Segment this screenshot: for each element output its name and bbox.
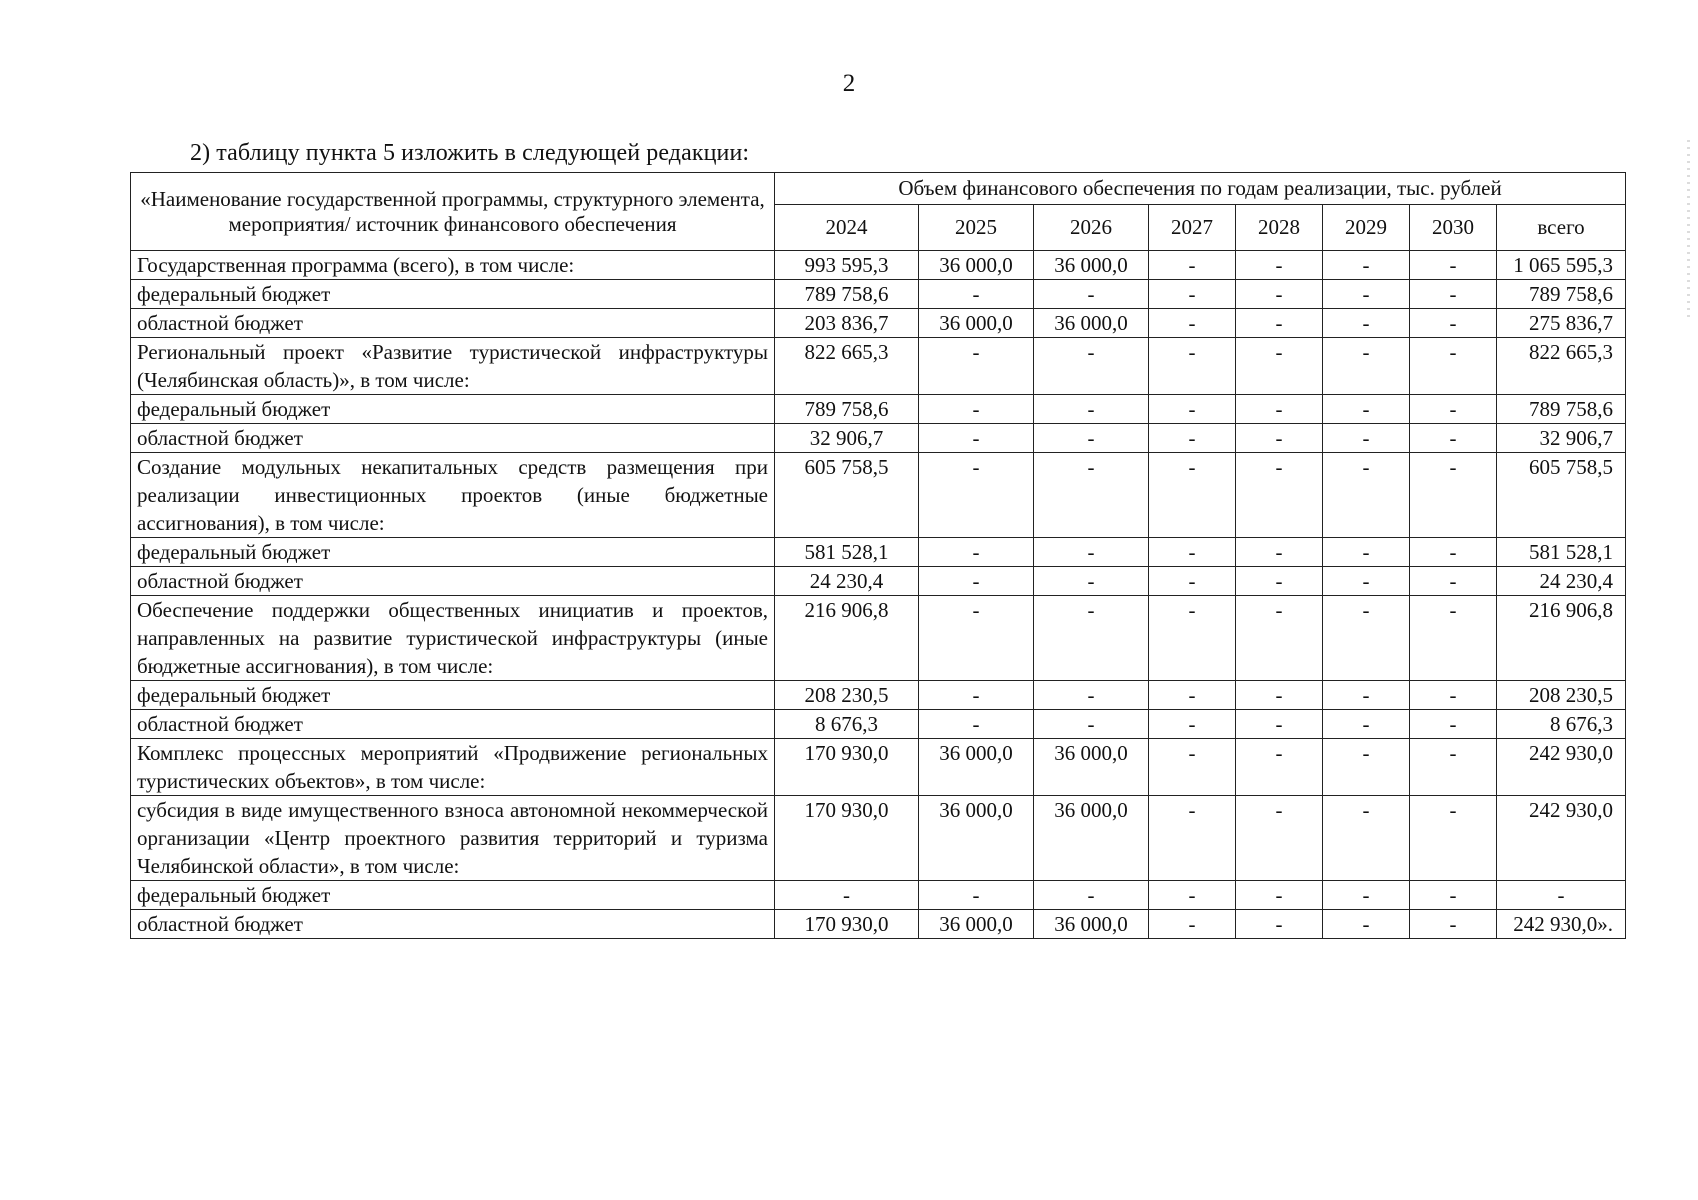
value-cell: - (1323, 596, 1410, 681)
row-name: областной бюджет (131, 424, 775, 453)
value-cell: - (1149, 681, 1236, 710)
value-cell: - (1236, 538, 1323, 567)
value-cell: - (1323, 567, 1410, 596)
value-cell: - (1236, 280, 1323, 309)
value-cell: - (1410, 424, 1497, 453)
value-cell: - (1034, 424, 1149, 453)
table-row (131, 395, 1626, 424)
value-cell: - (1323, 424, 1410, 453)
value-cell: - (1149, 739, 1236, 796)
table-row (131, 538, 1626, 567)
value-cell: - (1236, 251, 1323, 280)
value-cell: - (919, 596, 1034, 681)
value-cell: - (1410, 395, 1497, 424)
total-cell: 789 758,6 (1497, 395, 1626, 424)
value-cell: 8 676,3 (775, 710, 919, 739)
table-row (131, 567, 1626, 596)
value-cell: - (919, 710, 1034, 739)
table-row (131, 881, 1626, 910)
value-cell: - (919, 280, 1034, 309)
year-header: 2029 (1323, 205, 1410, 251)
value-cell: - (1034, 338, 1149, 395)
value-cell: - (919, 338, 1034, 395)
funding-group-header: Объем финансового обеспечения по годам реализации, тыс. рублей (775, 173, 1626, 205)
value-cell: - (1034, 567, 1149, 596)
total-cell: 242 930,0 (1497, 739, 1626, 796)
value-cell: 36 000,0 (1034, 796, 1149, 881)
row-name: Обеспечение поддержки общественных инициатив и проектов, направленных на развитие туристической инфраструктуры (иные бюджетные ассигнования), в том числе: (131, 596, 775, 681)
value-cell: - (919, 453, 1034, 538)
total-cell: 581 528,1 (1497, 538, 1626, 567)
financing-table (130, 172, 1626, 939)
table-row (131, 424, 1626, 453)
value-cell: - (1323, 453, 1410, 538)
value-cell: - (775, 881, 919, 910)
value-cell: - (1236, 910, 1323, 939)
intro-paragraph: 2) таблицу пункта 5 изложить в следующей редакции: (190, 140, 750, 166)
value-cell: - (919, 567, 1034, 596)
row-name: областной бюджет (131, 910, 775, 939)
value-cell: - (1149, 596, 1236, 681)
value-cell: - (1410, 710, 1497, 739)
name-column-header: «Наименование государственной программы, структурного элемента, мероприятия/ источник финансового обеспечения (131, 173, 775, 251)
value-cell: - (1410, 453, 1497, 538)
value-cell: - (1323, 395, 1410, 424)
value-cell: - (919, 681, 1034, 710)
value-cell: - (1236, 338, 1323, 395)
value-cell: 32 906,7 (775, 424, 919, 453)
value-cell: - (919, 881, 1034, 910)
value-cell: - (1034, 596, 1149, 681)
value-cell: 216 906,8 (775, 596, 919, 681)
table-row (131, 710, 1626, 739)
total-cell: 789 758,6 (1497, 280, 1626, 309)
total-cell: 24 230,4 (1497, 567, 1626, 596)
total-cell: 822 665,3 (1497, 338, 1626, 395)
value-cell: - (1410, 681, 1497, 710)
row-name: Региональный проект «Развитие туристической инфраструктуры (Челябинская область)», в том числе: (131, 338, 775, 395)
value-cell: 36 000,0 (1034, 309, 1149, 338)
value-cell: 993 595,3 (775, 251, 919, 280)
value-cell: - (1323, 681, 1410, 710)
value-cell: - (1323, 280, 1410, 309)
value-cell: - (1149, 567, 1236, 596)
value-cell: - (1149, 280, 1236, 309)
year-header: 2028 (1236, 205, 1323, 251)
value-cell: 203 836,7 (775, 309, 919, 338)
row-name: областной бюджет (131, 710, 775, 739)
value-cell: 170 930,0 (775, 739, 919, 796)
value-cell: - (1034, 710, 1149, 739)
value-cell: - (1410, 567, 1497, 596)
value-cell: - (1323, 710, 1410, 739)
table-row (131, 338, 1626, 395)
row-name: федеральный бюджет (131, 881, 775, 910)
value-cell: - (1236, 453, 1323, 538)
value-cell: 822 665,3 (775, 338, 919, 395)
value-cell: - (1236, 424, 1323, 453)
value-cell: 36 000,0 (1034, 910, 1149, 939)
value-cell: - (1323, 881, 1410, 910)
value-cell: - (1323, 538, 1410, 567)
value-cell: - (1410, 251, 1497, 280)
value-cell: 36 000,0 (919, 251, 1034, 280)
value-cell: - (1034, 538, 1149, 567)
total-cell: - (1497, 881, 1626, 910)
value-cell: - (1034, 453, 1149, 538)
value-cell: - (1034, 280, 1149, 309)
value-cell: 170 930,0 (775, 796, 919, 881)
value-cell: - (1236, 796, 1323, 881)
value-cell: - (1410, 338, 1497, 395)
value-cell: 36 000,0 (1034, 251, 1149, 280)
row-name: областной бюджет (131, 567, 775, 596)
row-name: федеральный бюджет (131, 681, 775, 710)
value-cell: - (1236, 596, 1323, 681)
value-cell: - (1236, 395, 1323, 424)
value-cell: 581 528,1 (775, 538, 919, 567)
total-cell: 8 676,3 (1497, 710, 1626, 739)
row-name: Создание модульных некапитальных средств размещения при реализации инвестиционных проектов (иные бюджетные ассигнования), в том числе: (131, 453, 775, 538)
value-cell: - (1236, 739, 1323, 796)
value-cell: - (1410, 881, 1497, 910)
row-name: федеральный бюджет (131, 280, 775, 309)
total-cell: 32 906,7 (1497, 424, 1626, 453)
value-cell: - (1323, 796, 1410, 881)
value-cell: - (1034, 881, 1149, 910)
value-cell: - (919, 395, 1034, 424)
value-cell: - (1323, 309, 1410, 338)
value-cell: - (1149, 395, 1236, 424)
row-name: федеральный бюджет (131, 395, 775, 424)
value-cell: - (1410, 910, 1497, 939)
value-cell: - (1149, 710, 1236, 739)
page-number: 2 (842, 70, 856, 97)
value-cell: - (1149, 910, 1236, 939)
year-header: 2030 (1410, 205, 1497, 251)
total-cell: 216 906,8 (1497, 596, 1626, 681)
value-cell: - (1410, 280, 1497, 309)
value-cell: - (1149, 338, 1236, 395)
value-cell: - (1034, 395, 1149, 424)
value-cell: - (1410, 796, 1497, 881)
total-header: всего (1497, 205, 1626, 251)
value-cell: - (1149, 881, 1236, 910)
value-cell: - (1410, 538, 1497, 567)
scan-edge-speckle (1687, 140, 1690, 320)
value-cell: 36 000,0 (919, 910, 1034, 939)
year-header: 2025 (919, 205, 1034, 251)
value-cell: - (1149, 796, 1236, 881)
total-cell: 208 230,5 (1497, 681, 1626, 710)
table-row (131, 280, 1626, 309)
row-name: Комплекс процессных мероприятий «Продвижение региональных туристических объектов», в том числе: (131, 739, 775, 796)
table-row (131, 910, 1626, 939)
value-cell: - (1149, 251, 1236, 280)
value-cell: 208 230,5 (775, 681, 919, 710)
row-name: федеральный бюджет (131, 538, 775, 567)
year-header: 2027 (1149, 205, 1236, 251)
total-cell: 1 065 595,3 (1497, 251, 1626, 280)
value-cell: - (1149, 309, 1236, 338)
value-cell: - (1149, 424, 1236, 453)
value-cell: - (1323, 251, 1410, 280)
year-header: 2024 (775, 205, 919, 251)
value-cell: - (1236, 567, 1323, 596)
row-name: субсидия в виде имущественного взноса автономной некоммерческой организации «Центр проектного развития территорий и туризма Челябинской области», в том числе: (131, 796, 775, 881)
value-cell: 24 230,4 (775, 567, 919, 596)
value-cell: 789 758,6 (775, 395, 919, 424)
table-row (131, 309, 1626, 338)
year-header: 2026 (1034, 205, 1149, 251)
table-row (131, 739, 1626, 796)
value-cell: - (1236, 309, 1323, 338)
value-cell: - (1410, 309, 1497, 338)
table-row (131, 453, 1626, 538)
table-row (131, 681, 1626, 710)
value-cell: 36 000,0 (919, 796, 1034, 881)
row-name: областной бюджет (131, 309, 775, 338)
table-row (131, 596, 1626, 681)
row-name: Государственная программа (всего), в том числе: (131, 251, 775, 280)
value-cell: - (1149, 538, 1236, 567)
total-cell: 242 930,0 (1497, 796, 1626, 881)
value-cell: - (1410, 596, 1497, 681)
total-cell: 242 930,0». (1497, 910, 1626, 939)
value-cell: - (1323, 338, 1410, 395)
value-cell: - (1034, 681, 1149, 710)
table-row (131, 251, 1626, 280)
value-cell: 36 000,0 (919, 309, 1034, 338)
total-cell: 605 758,5 (1497, 453, 1626, 538)
value-cell: - (1323, 910, 1410, 939)
value-cell: 605 758,5 (775, 453, 919, 538)
value-cell: - (1236, 881, 1323, 910)
table-body (131, 251, 1626, 939)
value-cell: - (1149, 453, 1236, 538)
table-row (131, 796, 1626, 881)
value-cell: 36 000,0 (1034, 739, 1149, 796)
value-cell: - (919, 424, 1034, 453)
value-cell: 36 000,0 (919, 739, 1034, 796)
value-cell: - (1236, 681, 1323, 710)
total-cell: 275 836,7 (1497, 309, 1626, 338)
value-cell: 789 758,6 (775, 280, 919, 309)
value-cell: - (1323, 739, 1410, 796)
value-cell: - (1410, 739, 1497, 796)
value-cell: - (1236, 710, 1323, 739)
value-cell: - (919, 538, 1034, 567)
value-cell: 170 930,0 (775, 910, 919, 939)
